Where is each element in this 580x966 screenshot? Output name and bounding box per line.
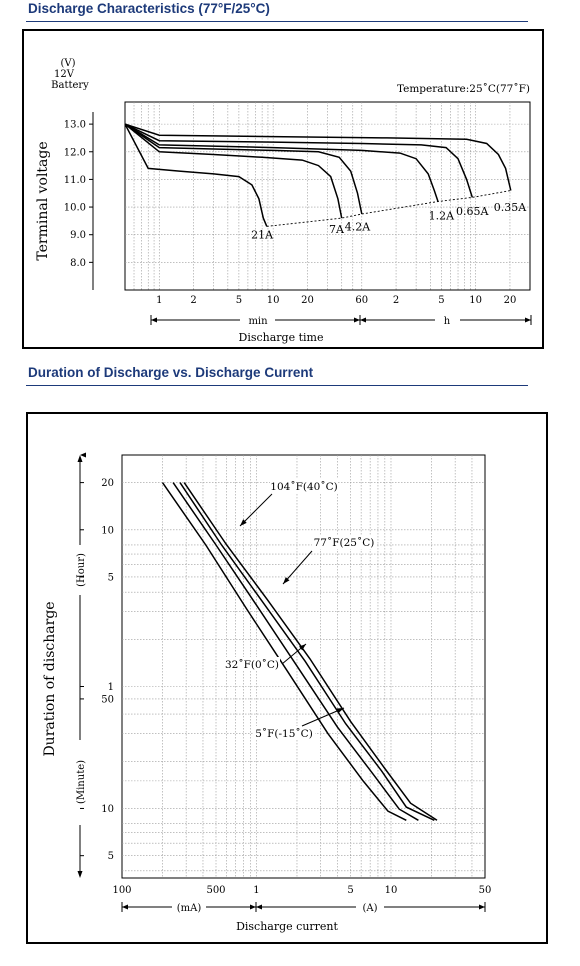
chart2-x-tick-label: 5 (347, 885, 354, 896)
chart2-arrow-head (80, 453, 86, 458)
chart2-arrow-head (250, 905, 256, 910)
chart2-series-label: 32˚F(0˚C) (224, 659, 280, 671)
chart2-series-label: 104˚F(40˚C) (270, 481, 338, 493)
chart1-battery-label: Battery (51, 80, 89, 91)
chart1-x-tick-label: 2 (190, 295, 197, 306)
top-section-title: Discharge Characteristics (77°F/25°C) (28, 1, 270, 16)
chart1-x-tick-label: 60 (355, 295, 369, 306)
chart2-arrow-head (78, 455, 83, 462)
chart2-x-tick-label: 10 (384, 885, 398, 896)
chart2-hour-label: (Hour) (76, 553, 87, 587)
chart1-y-tick-label: 8.0 (70, 257, 86, 269)
chart2-minute-label: (Minute) (76, 759, 87, 805)
chart2-x-tick-label: 50 (478, 885, 492, 896)
chart2-plot-area (122, 455, 485, 878)
chart2-x-tick-label: 100 (112, 885, 132, 896)
chart2-ticks (80, 478, 491, 896)
chart2-series-label: 77˚F(25˚C) (313, 537, 375, 549)
chart2-series-label: 5˚F(-15˚C) (255, 728, 313, 740)
chart2-y-tick-label: 10 (101, 803, 114, 815)
chart1-series-label: 0.65A (456, 205, 489, 219)
chart1-series-label: 0.35A (493, 201, 527, 215)
chart1-x-tick-label: 5 (235, 295, 243, 306)
chart1-x-tick-label: 20 (503, 295, 517, 306)
chart2-grid (122, 455, 485, 878)
chart2-arrow-head (256, 905, 262, 910)
chart1-x-tick-label: 10 (266, 295, 280, 306)
chart2-arrow-head (122, 905, 128, 910)
chart1-y-tick-label: 10.0 (63, 202, 86, 214)
chart2-series (163, 483, 438, 821)
chart2-arrow-head (78, 871, 83, 878)
chart1-x-tick-label: 20 (301, 295, 314, 306)
chart1-series-label: 21A (251, 228, 274, 242)
chart1-y-axis-title: Terminal voltage (35, 141, 51, 261)
chart1-x-tick-label: 1 (156, 295, 163, 306)
chart2-series-2 (173, 483, 418, 821)
chart1-min-label: min (248, 316, 268, 327)
chart1-h-label: h (443, 316, 451, 327)
chart1-x-tick-label: 2 (392, 295, 400, 306)
chart2-series-0 (184, 483, 437, 821)
chart1-y-tick-label: 12.0 (63, 147, 86, 159)
chart2-y-tick-label: 5 (107, 572, 114, 584)
chart1-y-tick-label: 9.0 (70, 230, 86, 242)
chart1-battery-label: 12V (54, 69, 74, 80)
chart2-arrow-head (479, 905, 485, 910)
chart1-series-label: 7A (329, 223, 344, 237)
chart1-x-tick-label: 10 (469, 295, 483, 306)
chart1-x-axis-title: Discharge time (238, 331, 324, 344)
chart2-y-axis-title: Duration of discharge (42, 601, 58, 757)
chart2-a-label: (A) (362, 903, 378, 914)
chart1-x-tick-label: 5 (438, 295, 445, 306)
chart2-y-tick-label: 50 (101, 694, 114, 706)
chart2-ma-label: (mA) (176, 903, 202, 914)
chart2-x-tick-label: 500 (206, 885, 226, 896)
bottom-section-title: Duration of Discharge vs. Discharge Current (28, 365, 314, 380)
chart1-unit-label: (V) (60, 58, 76, 69)
chart1-temperature-label: Temperature:25˚C(77˚F) (396, 83, 530, 95)
chart1-y-tick-label: 13.0 (63, 119, 86, 131)
chart2-y-tick-label: 20 (101, 478, 114, 490)
chart1-series-label: 4.2A (344, 220, 371, 234)
chart1-series-label: 1.2A (428, 209, 455, 223)
chart2-x-axis-title: Discharge current (236, 920, 338, 933)
chart2-y-tick-label: 10 (101, 525, 114, 537)
chart2-y-tick-label: 1 (107, 682, 114, 694)
chart2-y-tick-label: 5 (107, 851, 114, 863)
chart1-y-tick-label: 11.0 (63, 174, 86, 186)
chart2-x-tick-label: 1 (253, 885, 260, 896)
